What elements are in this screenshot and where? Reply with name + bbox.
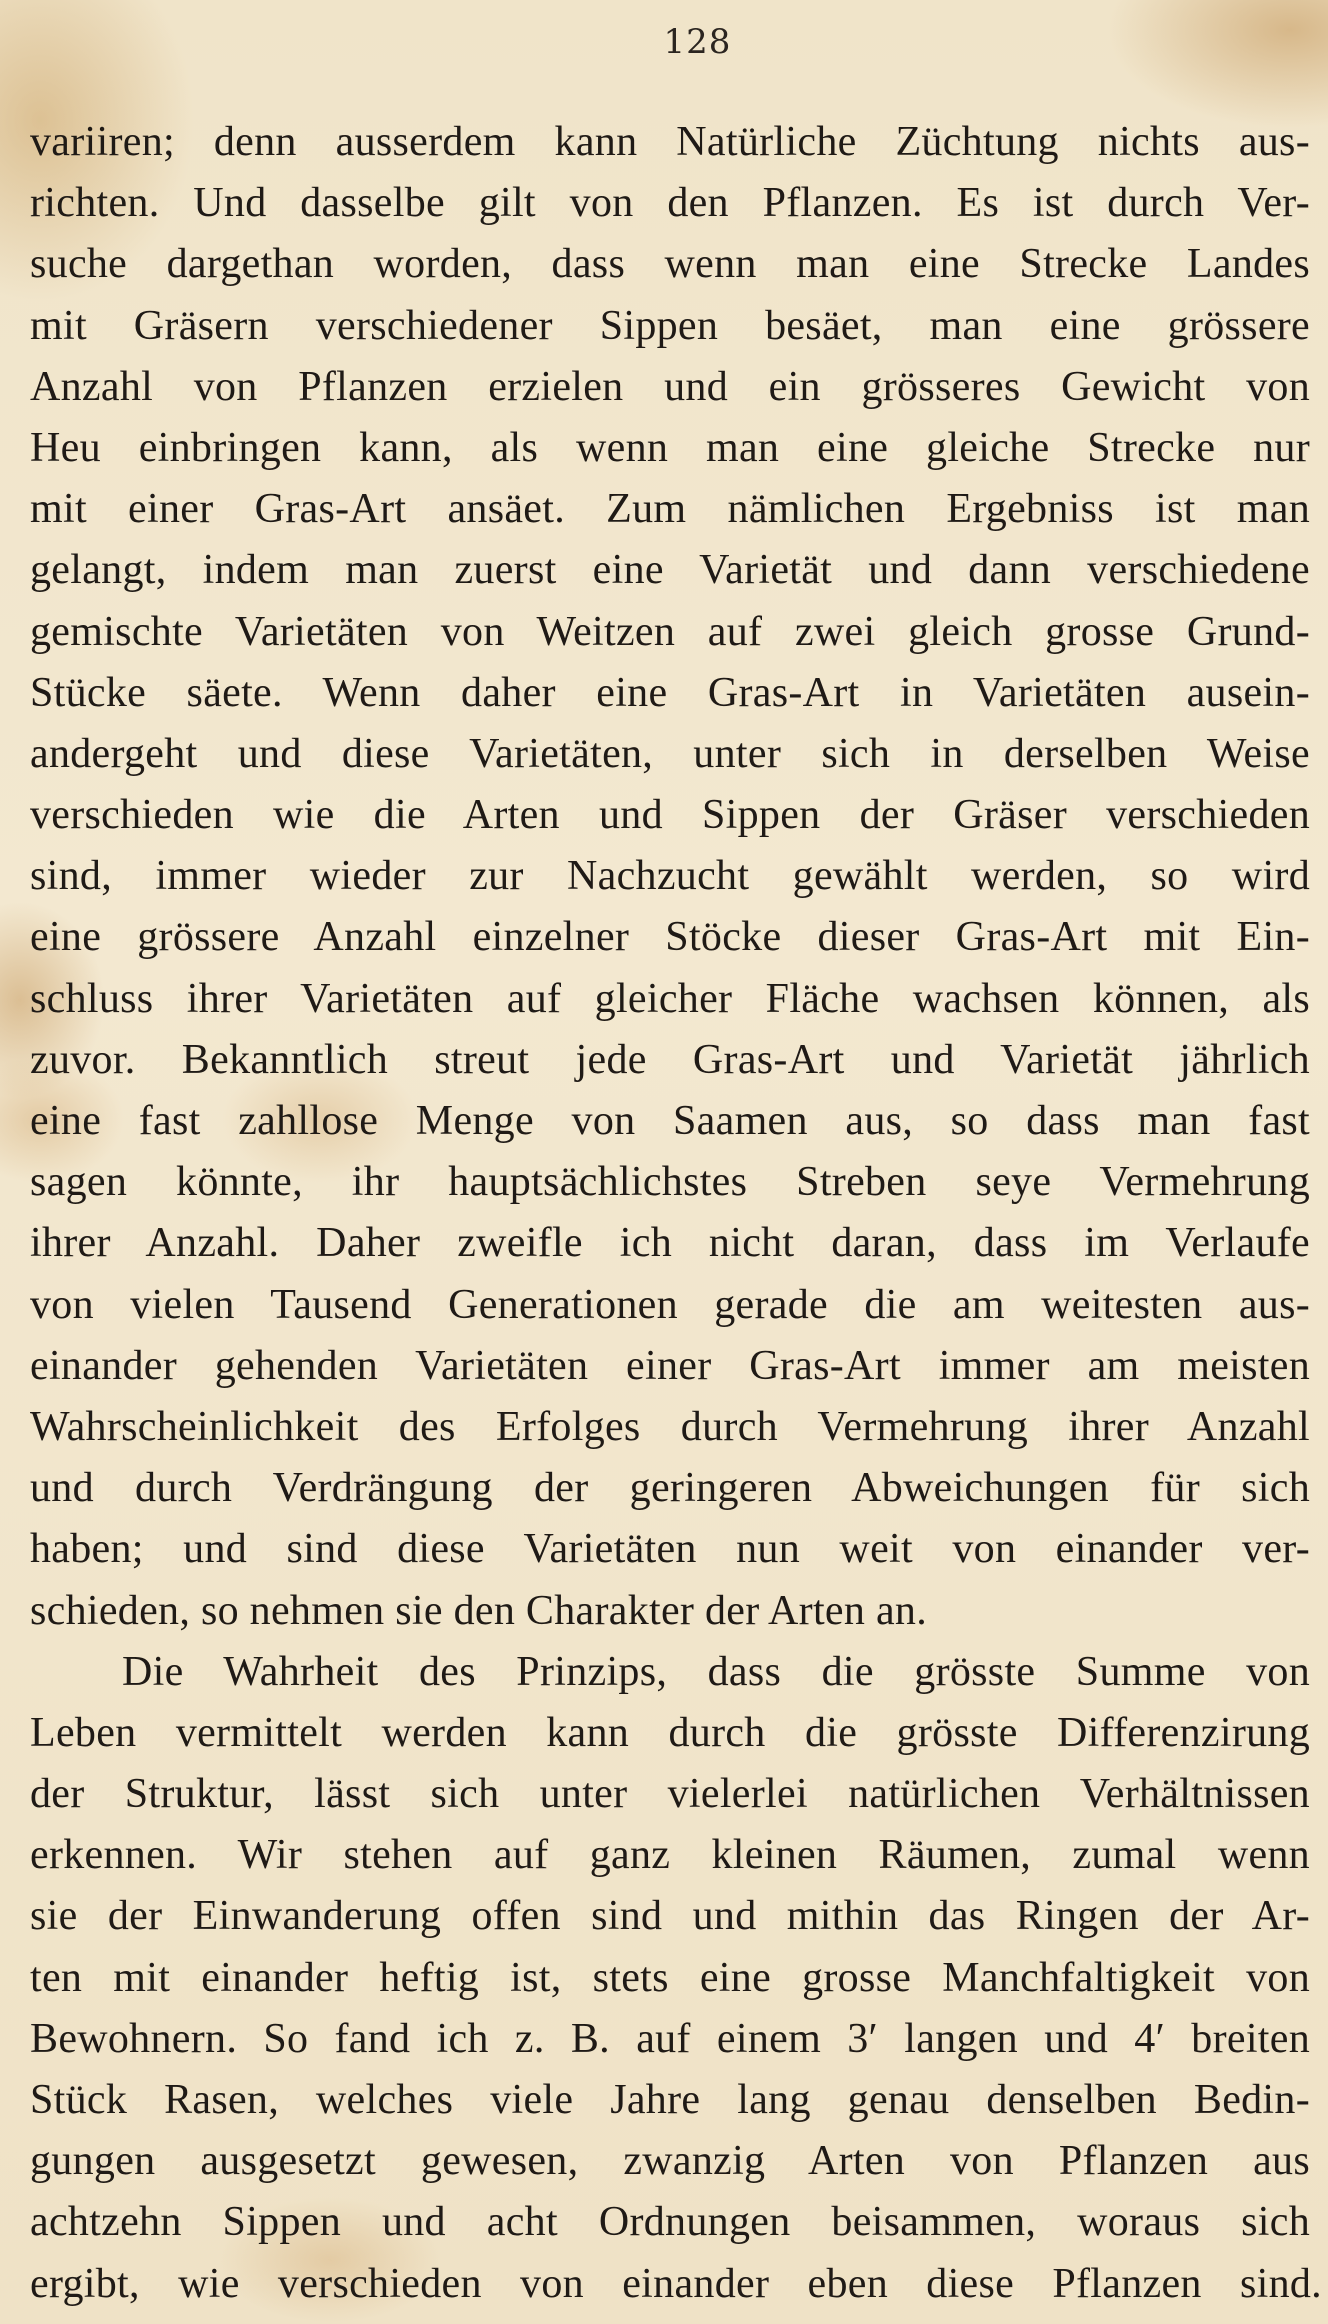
text-line: sind, immer wieder zur Nachzucht gewählt werden, so wird [30,853,1310,900]
text-line: sagen könnte, ihr hauptsächlichstes Streben seye Vermehrung [30,1159,1310,1206]
text-line: der Struktur, lässt sich unter vielerlei natürlichen Verhältnissen [30,1771,1310,1818]
body-text [30,112,1322,2315]
text-line: andergeht und diese Varietäten, unter sich in derselben Weise [30,730,1310,777]
text-line: eine fast zahllose Menge von Saamen aus, so dass man fast [30,1098,1310,1144]
text-line: eine grössere Anzahl einzelner Stöcke dieser Gras-Art mit Ein- [30,914,1310,961]
text-line: suche dargethan worden, dass wenn man eine Strecke Landes [30,241,1310,288]
text-line: einander gehenden Varietäten einer Gras-Art immer am meisten [30,1342,1310,1389]
text-line: ihrer Anzahl. Daher zweifle ich nicht daran, dass im Verlaufe [30,1220,1310,1267]
text-line: haben; und sind diese Varietäten nun weit von einander ver- [30,1526,1310,1573]
text-line: Bewohnern. So fand ich z. B. auf einem 3′ langen und 4′ breiten [30,2015,1310,2062]
text-line: mit Gräsern verschiedener Sippen besäet, man eine grössere [30,302,1310,349]
text-line: Heu einbringen kann, als wenn man eine gleiche Strecke nur [30,424,1310,471]
text-line: Leben vermittelt werden kann durch die grösste Differenzirung [30,1709,1310,1756]
text-line: erkennen. Wir stehen auf ganz kleinen Räumen, zumal wenn [30,1832,1310,1879]
text-line: richten. Und dasselbe gilt von den Pflanzen. Es ist durch Ver- [30,180,1310,227]
text-line: und durch Verdrängung der geringeren Abweichungen für sich [30,1465,1310,1512]
paragraph-start-line: Die Wahrheit des Prinzips, dass die grösste Summe von [122,1648,1310,1695]
text-line: variiren; denn ausserdem kann Natürliche Züchtung nichts aus- [30,119,1310,165]
text-line: gungen ausgesetzt gewesen, zwanzig Arten von Pflanzen aus [30,2138,1310,2185]
text-line: sie der Einwanderung offen sind und mithin das Ringen der Ar- [30,1893,1310,1940]
text-line: verschieden wie die Arten und Sippen der Gräser verschieden [30,792,1310,839]
text-line: achtzehn Sippen und acht Ordnungen beisammen, woraus sich [30,2199,1310,2246]
text-line: zuvor. Bekanntlich streut jede Gras-Art und Varietät jährlich [30,1036,1310,1083]
text-line: gelangt, indem man zuerst eine Varietät und dann verschiedene [30,547,1310,594]
text-line: Stück Rasen, welches viele Jahre lang genau denselben Bedin- [30,2077,1310,2123]
text-line: Stücke säete. Wenn daher eine Gras-Art in Varietäten ausein- [30,669,1310,716]
text-line: ten mit einander heftig ist, stets eine grosse Manchfaltigkeit von [30,1954,1310,2001]
text-line: ergibt, wie verschieden von einander eben diese Pflanzen sind. [30,2260,1322,2307]
text-line: von vielen Tausend Generationen gerade die am weitesten aus- [30,1281,1310,1328]
page-number: 128 [663,22,732,62]
text-line: gemischte Varietäten von Weitzen auf zwei gleich grosse Grund- [30,608,1310,655]
text-line: Anzahl von Pflanzen erzielen und ein grösseres Gewicht von [30,363,1310,410]
paragraph-end-line: schieden, so nehmen sie den Charakter der Arten an. [30,1587,927,1634]
text-line: mit einer Gras-Art ansäet. Zum nämlichen Ergebniss ist man [30,486,1310,533]
text-line: schluss ihrer Varietäten auf gleicher Fläche wachsen können, als [30,975,1310,1022]
text-line: Wahrscheinlichkeit des Erfolges durch Vermehrung ihrer Anzahl [30,1403,1310,1450]
